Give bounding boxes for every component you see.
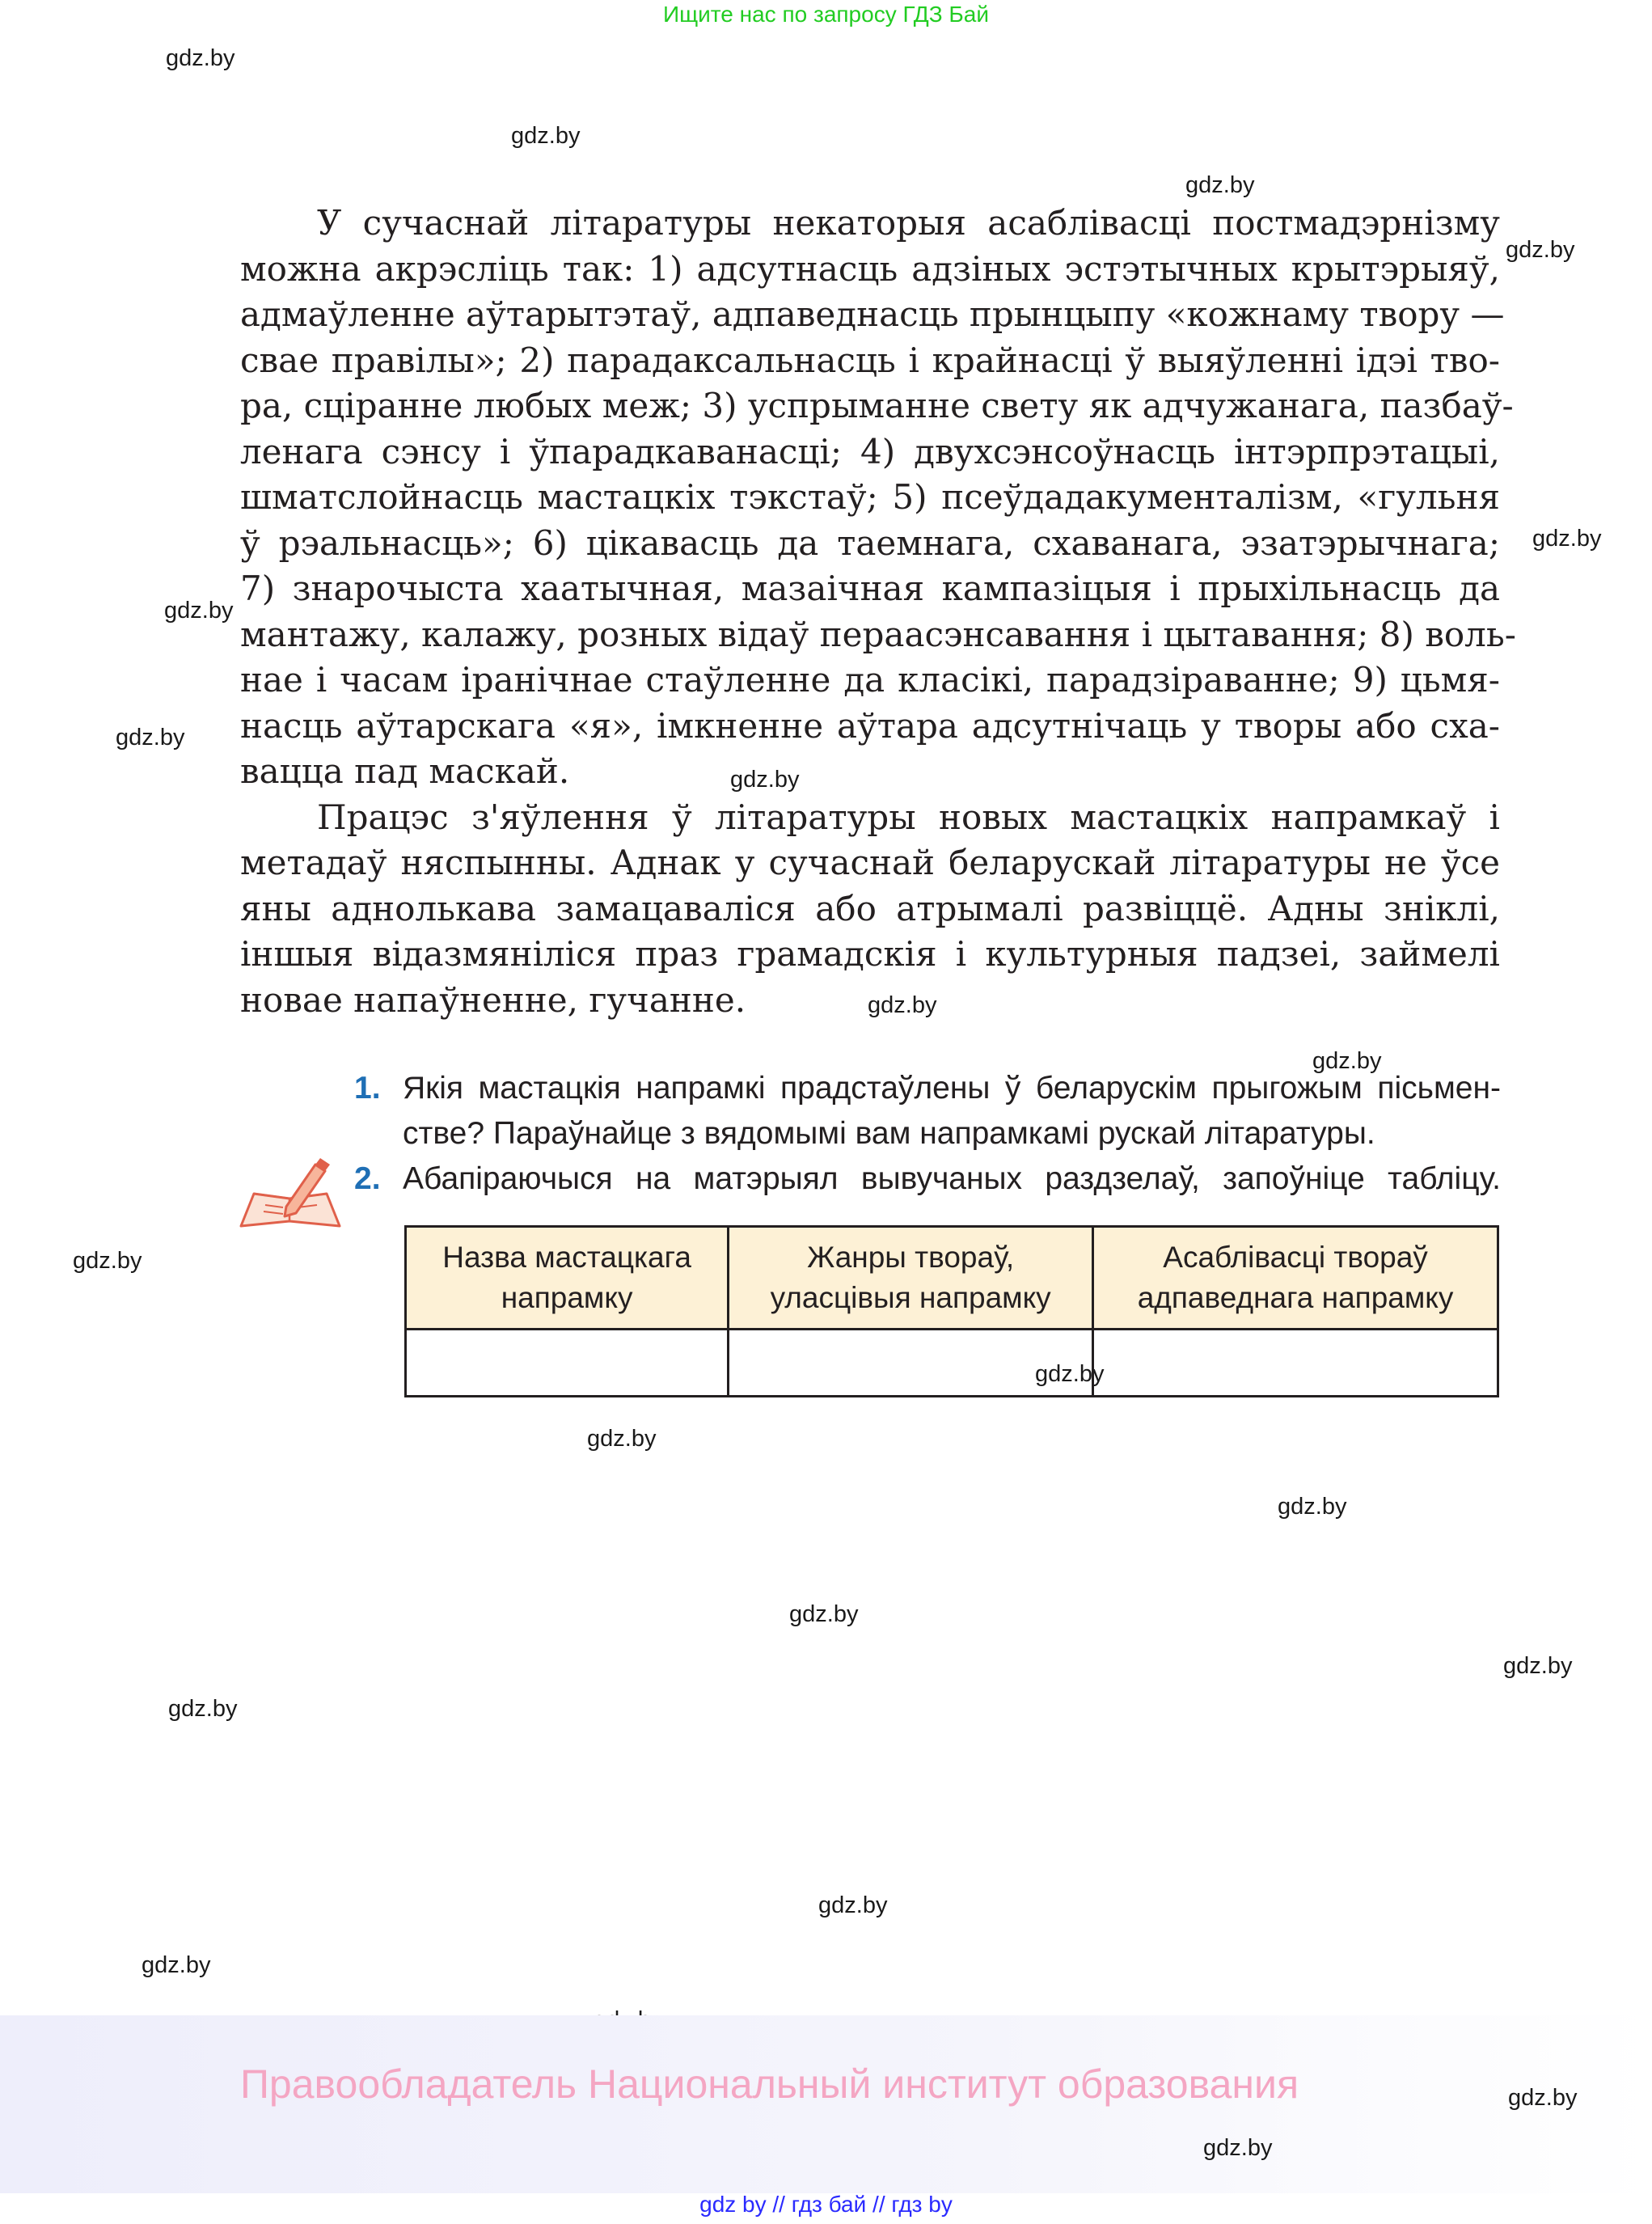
main-text bbox=[240, 201, 1516, 1023]
text-line: яны аднолькава замацаваліся або атрымалі развіццё. Адны зніклі, bbox=[240, 888, 1500, 928]
bottom-links[interactable]: gdz by // гдз бай // гдз by bbox=[699, 2192, 953, 2217]
header-line: Назва мастацкага bbox=[442, 1241, 691, 1274]
watermark: gdz.by bbox=[166, 45, 235, 71]
watermark: gdz.by bbox=[1203, 2135, 1273, 2161]
watermark: gdz.by bbox=[730, 767, 800, 793]
watermark: gdz.by bbox=[868, 992, 937, 1018]
text-line: вацца пад маскай. bbox=[240, 751, 570, 791]
text-line: нае і часам іранічнае стаўленне да класікі, парадзіраванне; 9) цьмя- bbox=[240, 660, 1500, 700]
watermark: gdz.by bbox=[142, 1952, 211, 1978]
watermark: gdz.by bbox=[1312, 1048, 1382, 1074]
watermark: gdz.by bbox=[1278, 1494, 1347, 1520]
top-banner: Ищите нас по запросу ГДЗ Бай bbox=[662, 2, 990, 27]
text-line: 7) знарочыста хаатычная, мазаічная кампазіцыя і прыхільнасць да bbox=[240, 569, 1500, 608]
watermark: gdz.by bbox=[818, 1892, 888, 1918]
watermark: gdz.by bbox=[1508, 2085, 1578, 2111]
question-line: стве? Параўнайце з вядомымі вам напрамкамі рускай літаратуры. bbox=[403, 1116, 1375, 1151]
question-line: Абапіраючыся на матэрыял вывучаных раздзелаў, запоўніце табліцу. bbox=[403, 1161, 1501, 1196]
table-cell bbox=[1093, 1330, 1498, 1397]
watermark: gdz.by bbox=[789, 1601, 859, 1627]
watermark: gdz.by bbox=[1035, 1361, 1105, 1387]
text-line: можна акрэсліць так: 1) адсутнасць адзіных эстэтычных крытэрыяў, bbox=[240, 248, 1500, 289]
copyright-footer: Правообладатель Национальный институт образования bbox=[239, 2061, 1299, 2107]
book-pencil-icon bbox=[236, 1156, 344, 1231]
table-row bbox=[406, 1330, 1498, 1397]
text-line: метадаў няспынны. Аднак у сучаснай беларускай літаратуры не ўсе bbox=[240, 843, 1500, 882]
header-line: уласцівыя напрамку bbox=[770, 1281, 1051, 1314]
watermark: gdz.by bbox=[1503, 1653, 1573, 1679]
header-line: Асаблівасці твораў bbox=[1163, 1241, 1428, 1274]
text-line: мантажу, калажу, розных відаў пераасэнсавання і цытавання; 8) воль- bbox=[240, 614, 1516, 654]
watermark: gdz.by bbox=[116, 725, 185, 750]
text-line: Працэс з'яўлення ў літаратуры новых мастацкіх напрамкаў і bbox=[317, 797, 1500, 837]
text-line: ленага сэнсу і ўпарадкаванасці; 4) двухсэнсоўнасць інтэрпрэтацыі, bbox=[240, 431, 1500, 471]
watermark: gdz.by bbox=[73, 1248, 142, 1274]
watermark: gdz.by bbox=[1532, 526, 1602, 552]
text-line: новае напаўненне, гучанне. bbox=[240, 979, 746, 1020]
watermark: gdz.by bbox=[587, 1426, 657, 1452]
header-line: напрамку bbox=[501, 1281, 633, 1314]
question-number: 2. bbox=[354, 1161, 381, 1196]
table-cell bbox=[406, 1330, 729, 1397]
table-header-row bbox=[406, 1227, 1498, 1330]
text-line: ра, сціранне любых меж; 3) успрыманне свету як адчужанага, пазбаў- bbox=[240, 386, 1514, 425]
watermark: gdz.by bbox=[1185, 172, 1255, 198]
text-line: іншыя відазмяніліся праз грамадскія і культурныя падзеі, займелі bbox=[240, 934, 1500, 974]
watermark: gdz.by bbox=[168, 1696, 238, 1722]
header-line: адпаведнага напрамку bbox=[1137, 1281, 1454, 1314]
question-1 bbox=[354, 1066, 1501, 1156]
text-line: шматслойнасць мастацкіх тэкстаў; 5) псеўдадакументалізм, «гульня bbox=[240, 477, 1500, 517]
header-line: Жанры твораў, bbox=[807, 1241, 1015, 1274]
table-header-cell bbox=[729, 1227, 1093, 1330]
question-2 bbox=[354, 1156, 1501, 1202]
watermark: gdz.by bbox=[511, 123, 581, 149]
text-line: свае правілы»; 2) парадаксальнасць і крайнасці ў выяўленні ідэі тво- bbox=[240, 340, 1500, 380]
task-table bbox=[404, 1225, 1499, 1397]
text-line: У сучаснай літаратуры некаторыя асаблівасці постмадэрнізму bbox=[317, 203, 1500, 243]
table-cell bbox=[729, 1330, 1093, 1397]
text-line: насць аўтарскага «я», імкненне аўтара адсутнічаць у творы або сха- bbox=[240, 705, 1500, 746]
watermark: gdz.by bbox=[1506, 237, 1575, 263]
text-line: адмаўленне аўтарытэтаў, адпаведнасць прынцыпу «кожнаму твору — bbox=[240, 294, 1505, 334]
table-header-cell bbox=[1093, 1227, 1498, 1330]
text-line: ў рэальнасць»; 6) цікавасць да таемнага, схаванага, эзатэрычнага; bbox=[240, 522, 1500, 563]
watermark: gdz.by bbox=[164, 598, 234, 624]
question-line: Якія мастацкія напрамкі прадстаўлены ў беларускім прыгожым пісьмен- bbox=[403, 1071, 1501, 1106]
questions-list bbox=[354, 1066, 1501, 1202]
question-number: 1. bbox=[354, 1071, 381, 1106]
table-header-cell bbox=[406, 1227, 729, 1330]
